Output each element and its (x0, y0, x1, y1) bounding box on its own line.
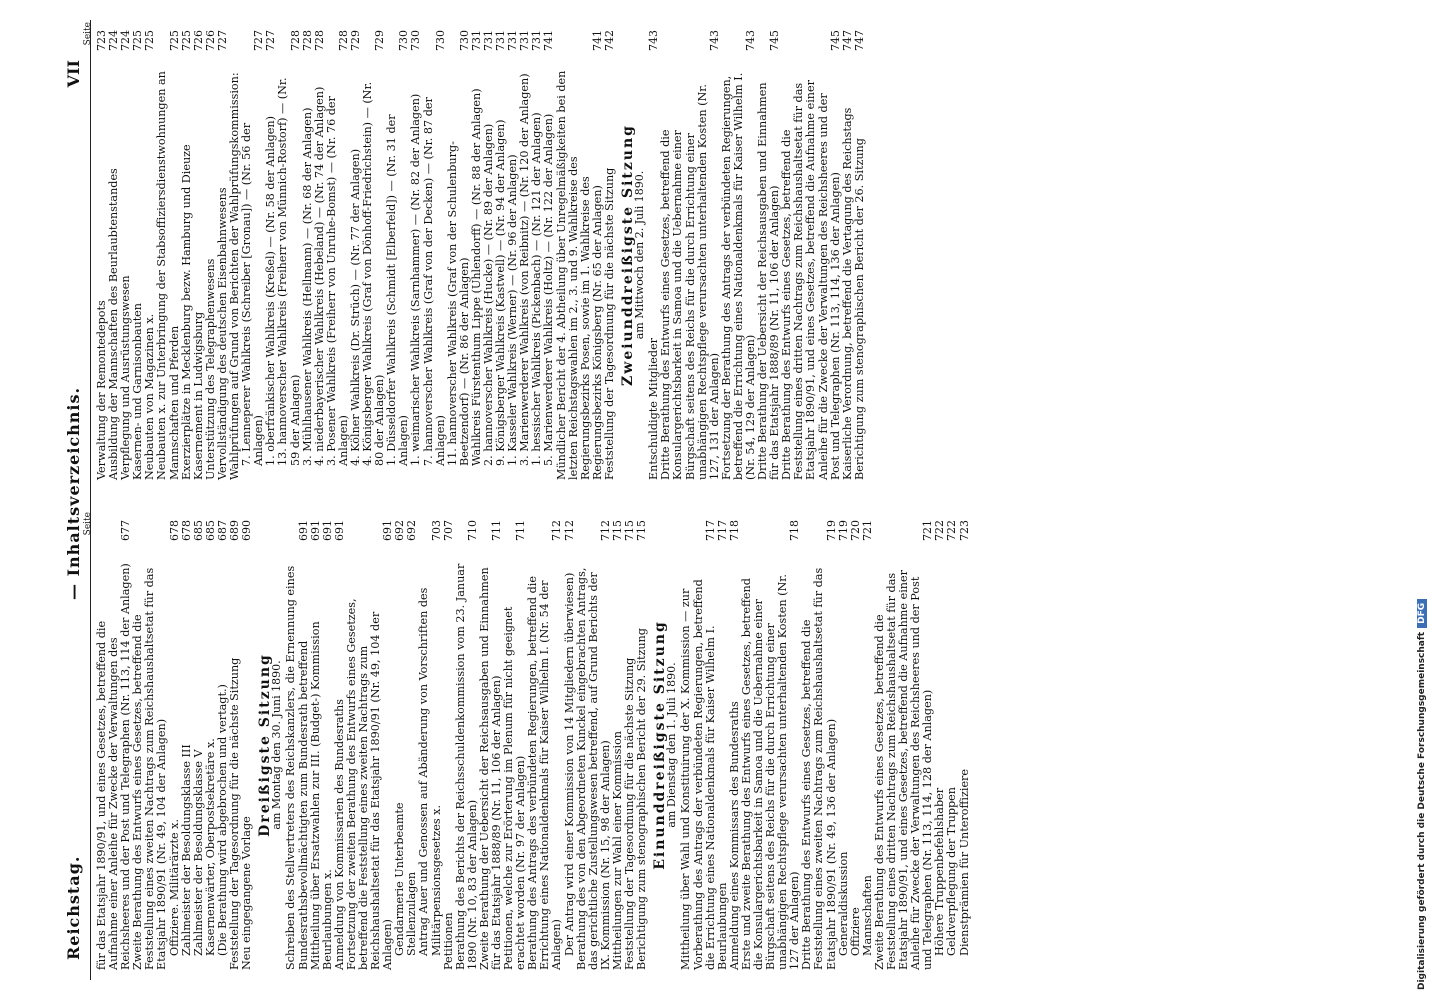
toc-entry-text: Vervollständigung des deutschen Eisenbahnwesens (215, 187, 229, 480)
toc-entry-page: 718 (727, 520, 741, 541)
toc-entry-text: 1. weimarischer Wahlkreis (Sarnhammer) — (Nr. 82 der Anlagen) (409, 93, 423, 466)
toc-entry-text: Anmeldung eines Kommissars des Bundesraths (727, 701, 741, 970)
session-date: am Dienstag den 1. Juli 1890. (665, 662, 679, 828)
toc-entry-text: Berathung des von den Abgeordneten Kunckel eingebrachten Antrags, das gerichtliche Zustellungswesen betreffend, auf Grund Berichts der IX. Kommission (Nr. 15, 98 der Anlagen) (574, 567, 612, 970)
toc-entry (636, 520, 648, 970)
toc-entry (326, 30, 350, 480)
toc-entry-text: 11. hannoverscher Wahlkreis (Graf von der Schulenburg-Beetzendorf) — (Nr. 86 der Anlagen) (445, 141, 471, 466)
toc-entry-page: 723 (957, 520, 971, 541)
toc-entry-text: 5. Marienwerderer Wahlkreis (Holtz) — (Nr. 122 der Anlagen) (542, 113, 556, 466)
toc-entry-page: 731 (518, 30, 532, 51)
toc-entry-page: 723 (95, 30, 108, 51)
toc-entry-page: 678 (179, 520, 193, 541)
toc-entry-text: Feststellung der Tagesordnung für die nächste Sitzung (602, 167, 616, 480)
toc-entry-text: Stellenzulagen (405, 871, 419, 956)
toc-entry (781, 30, 841, 480)
toc-entry (680, 520, 716, 970)
toc-entry-text: Dienstprämien für Unteroffiziere (957, 768, 971, 956)
toc-entry-page: 715 (623, 520, 637, 541)
toc-entry-text: Der Antrag wird einer Kommission von 14 Mitgliedern überwiesen) (562, 572, 576, 956)
toc-entry-text: Feststellung der Tagesordnung für die nächste Sitzung (228, 657, 242, 970)
header-left: Reichstag. (64, 855, 83, 960)
toc-entry-page: 730 (457, 30, 471, 51)
toc-entry (660, 30, 720, 480)
toc-entry-text: für das Etatsjahr 1890/91, und eines Gesetzes, betreffend die Aufnahme einer Anleihe für Zwecke der Verwaltungen des Reichsheeres und der Post und Telegraphen (Nr. 113, 114 der Anlagen) (95, 563, 133, 970)
toc-entry-page: 745 (768, 30, 782, 51)
toc-entry (741, 520, 801, 970)
toc-entry (132, 520, 168, 970)
toc-entry-text: Neubauten x. zur Unterbringung der Stabsoffiziersdienstwohnungen an Mannschaften und Pferden (155, 71, 181, 480)
toc-entry-page: 725 (143, 30, 157, 51)
toc-entry-page: 731 (494, 30, 508, 51)
toc-entry (241, 520, 253, 970)
toc-entry-text: Fortsetzung der zweiten Berathung des Entwurfs eines Gesetzes, betreffend die Feststellung eines zweiten Nachtrags zum Reichshaushaltsetat für das Etatsjahr 1890/91 (Nr. 49, 104 der Anlagen) (344, 598, 395, 970)
toc-entry-page: 725 (179, 30, 193, 51)
toc-entry-text: Berichtigung zum stenographischen Bericht der 29. Sitzung (635, 628, 649, 970)
toc-entry-text: Petitionen, welche zur Erörterung im Plenum für nicht geeignet erachtet worden (Nr. 97 der Anlagen) (502, 606, 528, 970)
toc-entry-page: 747 (840, 30, 854, 51)
toc-entry-text: Mittheilung über Ersatzwahlen zur III. (Budget-) Kommission (308, 621, 322, 970)
toc-entry (285, 520, 309, 970)
toc-entry-text: Ausbildung der Mannschaften des Beurlaubtenstandes (107, 168, 121, 480)
toc-entry (362, 30, 386, 480)
toc-entry (721, 30, 757, 480)
toc-entry-page: 718 (788, 520, 802, 541)
toc-entry-text: Mannschaften (860, 875, 874, 956)
session-date: am Mittwoch den 2. Juli 1890. (633, 170, 647, 340)
toc-entry-page: 711 (490, 520, 503, 541)
dfg-note (1417, 0, 1432, 990)
toc-entry-text: Höhere Truppenbefehlshaber (933, 787, 947, 956)
toc-entry-text: Fortsetzung der Berathung des Antrags der verbündeten Regierungen, betreffend die Errichtung eines Nationaldenkmals für Kaiser Wilhelm I. (Nr. 54, 129 der Anlagen) (719, 72, 757, 480)
toc-entry-text: Zweite Berathung des Entwurfs eines Gesetzes, betreffend die Feststellung eines dritten Nachtrags zum Reichshaushaltsetat für das Etatsjahr 1890/91, und eines Gesetzes, betreffend die Aufnahme einer Anleihe für Zwecke der Verwaltungen des Reichsheeres und der Post und Telegraphen (Nr. 113, 114, 128 der Anlagen) (872, 570, 935, 970)
toc-entry-text: Zweite Berathung des Entwurfs eines Gesetzes, betreffend die Feststellung eines zweiten Nachtrags zum Reichshaushaltsetat für das Etatsjahr 1890/91 (Nr. 49, 104 der Anlagen) (131, 567, 169, 970)
toc-entry-page: 727 (215, 30, 229, 51)
toc-entry-text: 1. Düsseldorfer Wahlkreis (Schmidt [Elberfeld]) — (Nr. 31 der Anlagen) (385, 114, 411, 466)
toc-entry-page: 745 (828, 30, 842, 51)
toc-entry-page: 741 (542, 30, 556, 51)
toc-entry-page: 692 (405, 520, 419, 541)
toc-entry-text: Offiziere. Militärärzte x. (167, 818, 181, 956)
toc-entry-text: 13. hannoverscher Wahlkreis (Freiherr von Münnich-Rostorf) — (Nr. 59 der Anlagen) (276, 77, 302, 466)
toc-entry-page: 710 (465, 520, 479, 541)
page-header (64, 0, 88, 1000)
toc-entry-page: 721 (860, 520, 874, 541)
toc-entry-text: Berichtigung zum stenographischen Bericht der 26. Sitzung (852, 138, 866, 480)
toc-entry-page: 691 (381, 520, 395, 541)
toc-entry-page: 691 (308, 520, 322, 541)
toc-entry-page: 719 (824, 520, 838, 541)
session-title: Dreißigste Sitzung (257, 653, 274, 837)
session-title: Zweiunddreißigste Sitzung (620, 124, 637, 386)
session-heading (622, 30, 646, 480)
toc-column-right (83, 22, 866, 480)
toc-entry-page: 703 (429, 520, 443, 541)
toc-entry-page: 715 (610, 520, 624, 541)
toc-entry (757, 30, 781, 480)
toc-entry-page: 743 (707, 30, 721, 51)
toc-entry-page: 727 (252, 30, 266, 51)
session-heading (259, 520, 283, 970)
toc-entry (241, 30, 265, 480)
toc-entry (959, 520, 971, 970)
toc-entry-page: 730 (409, 30, 423, 51)
toc-entry-page: 685 (203, 520, 217, 541)
toc-entry (838, 520, 850, 970)
toc-entry-text: Kasernenwärter, Oberpostsekretäre x. (203, 738, 217, 956)
toc-entry-page: 741 (590, 30, 604, 51)
toc-entry-page: 730 (397, 30, 411, 51)
toc-entry-text: 2. hannoverscher Wahlkreis (Hucke) — (Nr. 89 der Anlagen) (482, 123, 495, 466)
header-center: — Inhaltsverzeichnis. (64, 386, 83, 600)
toc-entry (96, 520, 132, 970)
toc-entry (277, 30, 301, 480)
toc-column-left (83, 512, 971, 970)
session-date: am Montag den 30. Juni 1890. (270, 660, 284, 830)
toc-entry (423, 30, 447, 480)
toc-entry (455, 520, 479, 970)
toc-entry (556, 30, 604, 480)
toc-entry-page: 747 (852, 30, 866, 51)
toc-entry-text: Beurlaubungen (715, 882, 729, 970)
toc-entry-page: 678 (167, 520, 181, 541)
toc-entry-page: 689 (228, 520, 242, 541)
toc-entry-text: (Die Berathung wird abgebrochen und vertagt.) (215, 684, 229, 956)
toc-entry (604, 30, 616, 480)
toc-entry-page: 731 (482, 30, 495, 51)
session-title: Einunddreißigste Sitzung (652, 620, 669, 870)
toc-entry-text: 1. Kasseler Wahlkreis (Werner) — (Nr. 96 der Anlagen) (506, 154, 520, 466)
seite-label: Seite (83, 22, 93, 46)
toc-entry-text: Erste und zweite Berathung des Entwurfs eines Gesetzes, betreffend die Konsulargerichtsbarkeit in Samoa und die Uebernahme einer Bürgschaft seitens des Reichs für die durch Errichtung einer unabhängigen Rechtspflege verursachten unterhaltenden Kosten (Nr. 127 der Anlagen) (739, 574, 802, 970)
toc-entry-text: Mündlicher Bericht der 4. Abtheilung über Unregelmäßigkeiten bei den letzten Reichstagswahlen im 2., 3. und 9. Wahlkreise des Regierungsbezirks Posen, sowie im 1. Wahlkreise des Regierungsbezirks Königsberg (Nr. 65 der Anlagen) (554, 70, 604, 480)
toc-entry-page: 712 (598, 520, 612, 541)
toc-entry-text: Exerzierplätze in Mecklenburg bezw. Hamburg und Dieuze (179, 144, 193, 480)
toc-entry-page: 691 (296, 520, 310, 541)
toc-entry-page: 724 (107, 30, 121, 51)
toc-entry-page: 725 (131, 30, 145, 51)
toc-entry-text: Zweite Berathung der Uebersicht der Reichsausgaben und Einnahmen für das Etatsjahr 1888/89 (Nr. 11, 106 der Anlagen) (477, 567, 503, 970)
toc-entry-page: 687 (215, 520, 229, 541)
toc-entry (854, 30, 866, 480)
toc-entry-page: 728 (336, 30, 350, 51)
toc-entry-page: 731 (530, 30, 544, 51)
toc-entry-text: 1. oberfränkischer Wahlkreis (Kreßel) — (Nr. 58 der Anlagen) (264, 116, 278, 466)
toc-entry (418, 520, 442, 970)
toc-entry-page: 712 (562, 520, 576, 541)
toc-entry-page: 728 (288, 30, 302, 51)
toc-entry-text: Antrag Auer und Genossen auf Abänderung von Vorschriften des Militärpensionsgesetzes x. (417, 587, 443, 956)
toc-entry-page: 685 (191, 520, 205, 541)
toc-entry-page: 724 (119, 30, 133, 51)
toc-entry-text: Wahlprüfungen auf Grund von Berichten der Wahlprüfungskommission: (228, 72, 242, 480)
toc-entry-text: Zahlmeister der Besoldungsklasse V (191, 749, 205, 956)
toc-entry-page: 731 (506, 30, 520, 51)
toc-entry-text: 9. Königsberger Wahlkreis (Kastwell) — (Nr. 94 der Anlagen) (494, 119, 508, 466)
toc-entry-text: 7. hannoverscher Wahlkreis (Graf von der Decken) — (Nr. 87 der Anlagen) (421, 97, 447, 466)
toc-entry-text: Kasernen- und Garnisonbauten (131, 302, 145, 480)
toc-entry-text: 3. Marienwerderer Wahlkreis (von Reibnitz) — (Nr. 120 der Anlagen) (518, 73, 532, 466)
toc-entry-page: 726 (203, 30, 217, 51)
toc-entry-text: Neubauten von Magazinen x. (143, 313, 157, 480)
toc-entry-text: Kaiserliche Verordnung, betreffend die Vertagung des Reichstags (840, 107, 854, 480)
toc-entry-text: Generaldiskussion (836, 851, 850, 956)
header-rule (90, 20, 91, 980)
toc-entry (576, 520, 612, 970)
toc-entry-page: 722 (933, 520, 947, 541)
toc-entry-text: Berathung des Antrags des verbündeten Regierungen, betreffend die Errichtung eines Nationaldenkmals für Kaiser Wilhelm I. (Nr. 54 der Anlagen) (526, 576, 564, 970)
toc-entry (479, 520, 503, 970)
toc-entry-text: Neu eingegangene Vorlage (240, 816, 254, 970)
toc-entry-text: Kasernement in Ludwigsburg (191, 311, 205, 480)
toc-entry (346, 520, 394, 970)
toc-entry-text: Dritte Berathung des Entwurfs eines Gesetzes, betreffend die Feststellung eines dritten Nachtrags zum Reichshaushaltsetat für das Etatsjahr 1890/91, und eines Gesetzes, betreffend die Aufnahme einer Anleihe für die Zwecke der Verwaltungen des Reichsheeres und der Post und Telegraphen (Nr. 113, 114, 136 der Anlagen) (780, 80, 842, 480)
seite-label: Seite (83, 512, 93, 536)
toc-entry-page: 715 (635, 520, 649, 541)
toc-entry-page: 717 (703, 520, 717, 541)
dfg-note-text: Digitalisierung gefördert durch die Deutsche Forschungsgemeinschaft (1417, 631, 1427, 990)
toc-entry-page: 720 (848, 520, 862, 541)
toc-entry-text: Mittheilung über Wahl und Konstituirung der X. Kommission — zur Vorberathung des Antrags der verbündeten Regierungen, betreffend die Errichtung eines Nationaldenkmals für Kaiser Wilhelm I. (679, 579, 717, 970)
toc-entry-page: 691 (332, 520, 346, 541)
toc-entry-text: Gendarmerie Unterbeamte (393, 802, 407, 956)
toc-entry-text: Wahlkreis Fürstenthum Lippe (Uhlendorff) — (Nr. 88 der Anlagen) (469, 88, 483, 466)
toc-entry-text: Offiziere (848, 907, 862, 956)
toc-entry-page: 731 (469, 30, 483, 51)
toc-entry-page: 728 (312, 30, 326, 51)
toc-entry (447, 30, 471, 480)
toc-entry-page: 722 (945, 520, 959, 541)
page-number: VII (64, 60, 83, 88)
dfg-sidebar (1415, 0, 1431, 1000)
toc-entry-text: 3. Posener Wahlkreis (Freiherr von Unruhe-Bomst) — (Nr. 76 der Anlagen) (324, 96, 350, 466)
toc-entry-page: 677 (119, 520, 133, 541)
toc-entry-text: Beurlaubungen x. (320, 869, 334, 970)
toc-entry-text: Geldverpflegung der Truppen (945, 787, 959, 956)
toc-entry-page: 712 (550, 520, 564, 541)
toc-entry-text: Dritte Berathung des Entwurfs eines Gesetzes, betreffend die Feststellung eines zweiten Nachtrags zum Reichshaushaltsetat für das Etatsjahr 1890/91 (Nr. 49, 136 der Anlagen) (800, 567, 838, 970)
toc-entry-text: 4. Kölner Wahlkreis (Dr. Strüch) — (Nr. 77 der Anlagen) (348, 148, 362, 466)
toc-entry-text: 3. Mühlhausener Wahlkreis (Hellmann) — (Nr. 68 der Anlagen) (300, 107, 314, 466)
toc-entry-page: 707 (441, 520, 455, 541)
toc-entry-page: 692 (393, 520, 407, 541)
toc-entry-text: Dritte Berathung der Uebersicht der Reichsausgaben und Einnahmen für das Etatsjahr 1888/89 (Nr. 11, 106 der Anlagen) (756, 82, 782, 480)
toc-entry-page: 729 (348, 30, 362, 51)
toc-entry-text: Anmeldung von Kommissarien des Bundesraths (332, 699, 346, 970)
toc-entry-text: Dritte Berathung des Entwurfs eines Gesetzes, betreffend die Konsulargerichtsbarkeit in Samoa und die Uebernahme einer Bürgschaft seitens des Reichs für die durch Errichtung einer unabhängigen Rechtspflege verursachten unterhaltenden Kosten (Nr. 127, 131 der Anlagen) (659, 84, 721, 480)
toc-entry-page: 743 (743, 30, 757, 51)
toc-entry (503, 520, 527, 970)
toc-entry-page: 727 (264, 30, 278, 51)
toc-entry-page: 690 (240, 520, 254, 541)
toc-entry-page: 691 (320, 520, 334, 541)
toc-entry-page: 726 (191, 30, 205, 51)
toc-entry-text: Verpflegung und Ausrüstungswesen (119, 275, 133, 480)
toc-entry-text: Zahlmeister der Besoldungsklasse III (179, 744, 193, 956)
toc-entry-page: 711 (514, 520, 528, 541)
toc-entry-text: Petitionen (441, 912, 455, 970)
toc-entry-text: Schreiben des Stellvertreters des Reichskanzlers, die Ernennung eines Bundesrathsbevollmächtigten zum Bundesrath betreffend (284, 565, 310, 970)
toc-entry-page: 725 (167, 30, 181, 51)
toc-entry (801, 520, 837, 970)
toc-entry-text: Unterstützung des Telegraphenwesens (203, 258, 217, 480)
toc-entry-text: 4. niederbayerischer Wahlkreis (Hebeland) — (Nr. 74 der Anlagen) (312, 86, 326, 466)
toc-entry-page: 728 (300, 30, 314, 51)
toc-entry-page: 743 (647, 30, 661, 51)
toc-entry-page: 742 (602, 30, 616, 51)
session-heading (654, 520, 678, 970)
toc-entry-page: 721 (921, 520, 935, 541)
dfg-logo: DFG (1417, 599, 1427, 628)
toc-entry-text: Mittheilungen zur Wahl einer Kommission (610, 730, 624, 970)
toc-entry-page: 729 (373, 30, 387, 51)
toc-entry-text: Entschuldigte Mitglieder (647, 337, 661, 480)
toc-entry (386, 30, 410, 480)
toc-entry-text: 7. Lenneperer Wahlkreis (Schreiber [Gronau]) — (Nr. 56 der Anlagen) (240, 122, 266, 466)
toc-entry-text: Feststellung der Tagesordnung für die nächste Sitzung (623, 657, 637, 970)
toc-entry-text: Verwaltung der Remontedepots (95, 300, 108, 480)
toc-entry (527, 520, 563, 970)
toc-entry-page: 730 (433, 30, 447, 51)
toc-entry-text: 1. hessischer Wahlkreis (Pickenbach) — (Nr. 121 der Anlagen) (530, 112, 544, 466)
toc-entry-text: 4. Königsberger Wahlkreis (Graf von Dönhoff-Friedrichstein) — (Nr. 80 der Anlagen) (361, 81, 387, 466)
toc-entry-page: 717 (715, 520, 729, 541)
toc-entry-text: Berathung des Berichts der Reichsschuldenkommission vom 23. Januar 1890 (Nr. 10, 83 der Anlagen) (453, 563, 479, 970)
toc-entry-page: 719 (836, 520, 850, 541)
toc-entry (156, 30, 180, 480)
toc-entry (874, 520, 934, 970)
